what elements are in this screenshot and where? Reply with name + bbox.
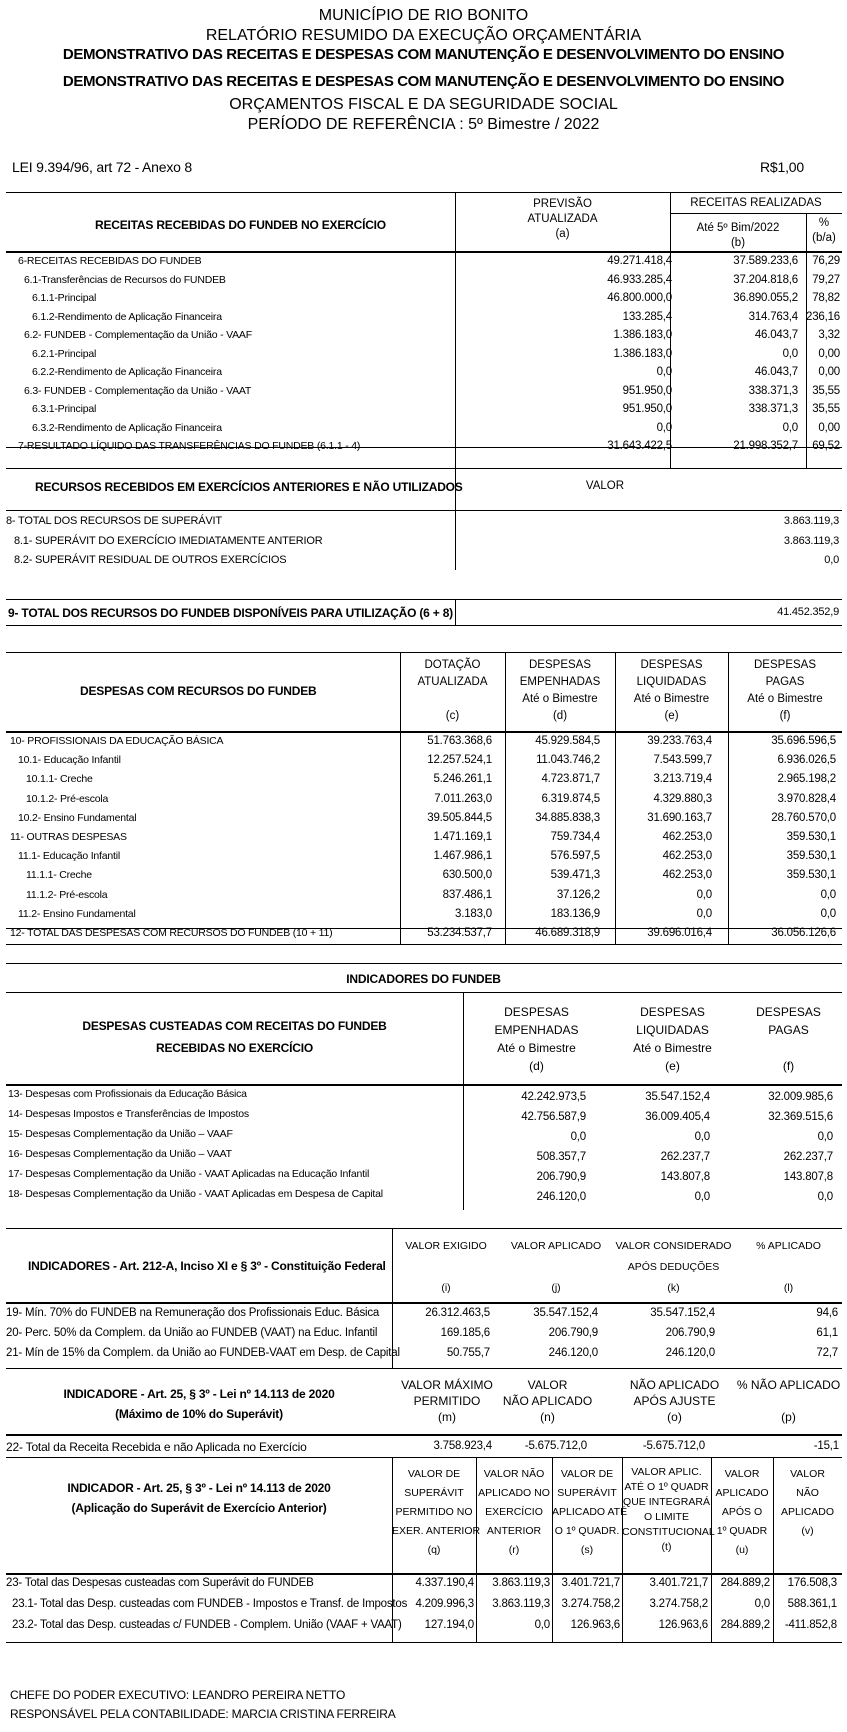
ind212-row-j: 35.547.152,4 — [533, 1307, 598, 1319]
indicadores-col-header-line — [735, 1039, 842, 1057]
despesas-col-header-line: (f) — [779, 710, 791, 722]
receitas-title: RECEITAS RECEBIDAS DO FUNDEB NO EXERCÍCIO — [95, 218, 386, 232]
row-22-n: -5.675.712,0 — [524, 1440, 587, 1452]
ind25b-col-header-line: ATÉ O 1º QUADR — [624, 1481, 709, 1493]
receitas-row-prevista: 951.950,0 — [622, 403, 672, 415]
ind25b-col-header-line: SUPERÁVIT — [557, 1487, 617, 1499]
col-receitas-realizadas-header: RECEITAS REALIZADAS — [690, 197, 822, 209]
ind212-col-header-line: (j) — [551, 1282, 561, 1294]
ind212-col-header-line — [500, 1257, 612, 1278]
ind25b-row-u: 284.889,2 — [720, 1619, 770, 1631]
receitas-row-label: 6.2.1-Principal — [32, 347, 97, 360]
indicadores-row-e: 0,0 — [694, 1191, 710, 1203]
indicadores-row-label: 14- Despesas Impostos e Transferências de Impostos — [8, 1108, 249, 1120]
receitas-row-realizada: 37.204.818,6 — [733, 273, 798, 286]
indicadores-row-d: 42.756.587,9 — [521, 1111, 586, 1123]
col-previsao-header: PREVISÃO ATUALIZADA (a) — [527, 198, 598, 240]
despesas-col-header-line: (d) — [552, 710, 568, 722]
total9-label: 9- TOTAL DOS RECURSOS DO FUNDEB DISPONÍVEIS PARA UTILIZAÇÃO (6 + 8) — [8, 606, 453, 620]
receitas-row-prevista: 46.933.285,4 — [607, 273, 672, 286]
despesas-row-c: 12.257.524,1 — [427, 754, 492, 767]
ind25b-row-r: 3.863.119,3 — [492, 1598, 550, 1610]
receitas-row-label: 6.2- FUNDEB - Complementação da União - VAAF — [24, 329, 252, 341]
despesas-col-header-line: EMPENHADAS — [519, 676, 601, 688]
receitas-row-label: 6.1.2-Rendimento de Aplicação Financeira — [32, 310, 222, 323]
ind25b-col-header — [773, 1465, 842, 1541]
ind25b-col-header-line: QUE INTEGRARÁ — [623, 1496, 710, 1508]
ind25b-col-header-line: VALOR — [724, 1468, 760, 1480]
despesas-row-c: 1.467.986,1 — [433, 850, 492, 863]
ind212-col-header-line: APÓS DEDUÇÕES — [627, 1261, 720, 1273]
indicadores-row-e: 35.547.152,4 — [645, 1091, 710, 1103]
indicadores-row-e: 0,0 — [694, 1131, 710, 1143]
despesas-title: DESPESAS COM RECURSOS DO FUNDEB — [80, 684, 317, 698]
indicadores-row-f: 143.807,8 — [783, 1171, 833, 1183]
despesas-row-c: 3.183,0 — [455, 907, 492, 920]
ind25b-col-header — [552, 1465, 628, 1560]
despesas-row-label: 10.1- Educação Infantil — [18, 754, 121, 767]
despesas-row-c: 630.500,0 — [442, 869, 492, 882]
indicadores-col-header-line: DESPESAS — [504, 1005, 569, 1019]
indicadores-col-header-line: LIQUIDADAS — [636, 1023, 709, 1037]
row-8-1-value: 3.863.119,3 — [783, 535, 839, 547]
currency-unit: R$1,00 — [760, 159, 804, 175]
receitas-row-realizada: 0,0 — [782, 347, 798, 360]
ind25b-col-header-line: APLICADO — [715, 1487, 769, 1499]
indicadores-row-f: 262.237,7 — [783, 1151, 833, 1163]
anteriores-title: RECURSOS RECEBIDOS EM EXERCÍCIOS ANTERIORES E NÃO UTILIZADOS — [35, 480, 463, 494]
despesas-row-f: 2.965.198,2 — [777, 773, 836, 786]
ind212-col-header — [735, 1236, 842, 1299]
indicadores-col-header-line: PAGAS — [768, 1023, 809, 1037]
despesas-row-e: 4.329.880,3 — [653, 792, 712, 805]
indicadores-col-header-line: Até o Bimestre — [497, 1041, 576, 1055]
receitas-row-pct: 35,55 — [812, 384, 840, 397]
receitas-row-realizada: 0,0 — [782, 421, 798, 434]
receitas-row-realizada: 46.043,7 — [754, 329, 798, 341]
despesas-row-e: 3.213.719,4 — [653, 773, 712, 786]
indicadores-row-f: 32.009.985,6 — [768, 1091, 833, 1103]
ind212-row-label: 19- Mín. 70% do FUNDEB na Remuneração dos Profissionais Educ. Básica — [6, 1307, 380, 1319]
ind25b-row-u: 0,0 — [754, 1598, 770, 1610]
receitas-row-realizada: 46.043,7 — [754, 366, 798, 378]
receitas-row-label: 6.1-Transferências de Recursos do FUNDEB — [24, 273, 226, 286]
ind25b-col-header-line: O LIMITE — [644, 1511, 689, 1523]
report-title: RELATÓRIO RESUMIDO DA EXECUÇÃO ORÇAMENTÁRIA — [205, 27, 642, 44]
receitas-row-label: 6.3.2-Rendimento de Aplicação Financeira — [32, 421, 222, 434]
ind25b-row-s: 3.274.758,2 — [561, 1598, 620, 1610]
despesas-row-f: 0,0 — [820, 907, 836, 920]
ind25b-row-q: 4.209.996,3 — [415, 1598, 474, 1610]
indicadores-col-header-line: (f) — [782, 1059, 795, 1073]
despesas-col-header-line: DESPESAS — [529, 659, 591, 671]
periodo-referencia: PERÍODO DE REFERÊNCIA : 5º Bimestre / 2022 — [247, 116, 600, 133]
despesas-row-d: 539.471,3 — [550, 869, 600, 882]
indicadores-col-header-line: (d) — [529, 1059, 544, 1073]
receitas-row-pct: 69,52 — [812, 440, 840, 452]
ind25b-col-header-line: (u) — [735, 1544, 749, 1556]
indicadores-col-header — [735, 1003, 842, 1075]
ind212-row-i: 169.185,6 — [440, 1327, 490, 1339]
ind212-col-header-line: (i) — [441, 1282, 451, 1294]
ind25b-row-t: 3.274.758,2 — [649, 1598, 708, 1610]
municipality-title: MUNICÍPIO DE RIO BONITO — [318, 7, 529, 24]
despesas-row-c: 39.505.844,5 — [427, 811, 492, 824]
ind25b-col-header-line: VALOR APLIC. — [631, 1466, 702, 1478]
ind25a-col-header-line: VALOR — [527, 1378, 568, 1392]
despesas-col-header-line: ATUALIZADA — [417, 676, 488, 688]
ind25b-row-v: -411.852,8 — [784, 1619, 837, 1631]
despesas-row-f: 35.696.596,5 — [771, 735, 836, 747]
ind25b-col-header-line: (r) — [508, 1544, 520, 1556]
ind25a-col-header-line: (o) — [667, 1410, 682, 1424]
ind25b-col-header-line: ANTERIOR — [486, 1525, 542, 1537]
ind25b-col-header-line: (v) — [801, 1525, 814, 1537]
despesas-row-label: 10- PROFISSIONAIS DA EDUCAÇÃO BÁSICA — [10, 735, 224, 747]
ind25b-row-s: 3.401.721,7 — [561, 1577, 620, 1589]
indicadores-row-d: 0,0 — [570, 1131, 586, 1143]
receitas-row-prevista: 46.800.000,0 — [607, 292, 672, 304]
indicadores-row-d: 508.357,7 — [536, 1151, 586, 1163]
despesas-row-f: 359.530,1 — [786, 850, 836, 863]
ind25a-col-header-line: NÃO APLICADO — [629, 1378, 720, 1392]
receitas-row-pct: 35,55 — [812, 403, 840, 415]
ind25b-col-header-line: EXERCÍCIO — [485, 1506, 543, 1518]
receitas-row-label: 7-RESULTADO LÍQUIDO DAS TRANSFERÊNCIAS DO FUNDEB (6.1.1 - 4) — [18, 440, 361, 452]
ind25a-col-header-line — [735, 1393, 842, 1409]
despesas-row-d: 37.126,2 — [556, 888, 600, 901]
ind25a-col-header — [392, 1377, 502, 1425]
indicadores-col-header-line: EMPENHADAS — [494, 1023, 579, 1037]
despesas-col-header-line: (e) — [664, 710, 679, 722]
ind212-row-k: 206.790,9 — [665, 1327, 715, 1339]
despesas-row-e: 39.696.016,4 — [647, 927, 712, 939]
responsavel-contabilidade: RESPONSÁVEL PELA CONTABILIDADE: MARCIA CRISTINA FERREIRA — [10, 1707, 396, 1721]
ind25a-col-header-line: (p) — [781, 1410, 796, 1424]
despesas-row-d: 45.929.584,5 — [535, 735, 600, 747]
demonstrativo-title-2: DEMONSTRATIVO DAS RECEITAS E DESPESAS COM MANUTENÇÃO E DESENVOLVIMENTO DO ENSINO — [62, 73, 785, 90]
indicadores-row-label: 16- Despesas Complementação da União – VAAT — [8, 1148, 232, 1160]
total9-value: 41.452.352,9 — [777, 606, 839, 618]
ind25b-col-header-line: 1º QUADR — [716, 1525, 768, 1537]
row-22-label: 22- Total da Receita Recebida e não Aplicada no Exercício — [6, 1440, 307, 1454]
receitas-row-realizada: 314.763,4 — [748, 310, 798, 323]
receitas-row-pct: 236,16 — [806, 310, 840, 323]
ind25a-col-header-line: APÓS AJUSTE — [633, 1394, 716, 1408]
ind25b-row-r: 0,0 — [534, 1619, 550, 1631]
despesas-row-c: 837.486,1 — [442, 888, 492, 901]
ind25a-col-header-line: % NÃO APLICADO — [736, 1378, 841, 1392]
indicadores-col-header-line: DESPESAS — [756, 1005, 821, 1019]
ind25a-col-header-line: (m) — [438, 1410, 456, 1424]
receitas-row-prevista: 0,0 — [656, 421, 672, 434]
ind25b-col-header-line: APLICADO — [780, 1506, 835, 1518]
despesas-row-c: 7.011.263,0 — [434, 792, 492, 805]
despesas-row-label: 11.1- Educação Infantil — [18, 850, 121, 863]
indicadores-row-d: 206.790,9 — [536, 1171, 586, 1183]
ind212-col-header — [500, 1236, 612, 1299]
despesas-row-e: 7.543.599,7 — [653, 754, 712, 767]
despesas-row-label: 10.1.1- Creche — [26, 773, 93, 786]
receitas-row-realizada: 37.589.233,6 — [733, 255, 798, 267]
ind25b-row-s: 126.963,6 — [570, 1619, 620, 1631]
col-valor-header: VALOR — [585, 480, 625, 492]
ind212-col-header-line: VALOR EXIGIDO — [405, 1240, 487, 1252]
despesas-col-header-line: (c) — [445, 710, 460, 722]
row-22-m: 3.758.923,4 — [433, 1440, 492, 1452]
ind212-row-label: 21- Mín de 15% da Complem. da União ao FUNDEB-VAAT em Desp. de Capital — [6, 1347, 400, 1359]
ind212-row-label: 20- Perc. 50% da Complem. da União ao FUNDEB (VAAT) na Educ. Infantil — [6, 1327, 378, 1339]
orcamentos-title: ORÇAMENTOS FISCAL E DA SEGURIDADE SOCIAL — [229, 96, 618, 113]
despesas-row-label: 11.1.1- Creche — [26, 869, 92, 882]
despesas-row-c: 1.471.169,1 — [433, 831, 492, 843]
despesas-row-f: 36.056.126,6 — [771, 927, 836, 939]
despesas-row-c: 5.246.261,1 — [433, 773, 492, 786]
receitas-row-prevista: 951.950,0 — [622, 384, 672, 397]
ind212-col-header — [612, 1236, 735, 1299]
despesas-col-header — [615, 657, 728, 725]
ind212-col-header-line — [735, 1257, 842, 1278]
ind25b-col-header-line: PERMITIDO NO — [395, 1506, 473, 1518]
ind25b-col-header-line: VALOR NÃO — [483, 1468, 545, 1480]
ind212-title: INDICADORES - Art. 212-A, Inciso XI e § 3º - Constituição Federal — [28, 1259, 386, 1273]
col-pct-header: % (b/a) — [812, 217, 836, 244]
ind212-row-i: 50.755,7 — [446, 1347, 490, 1359]
indicadores-title: DESPESAS CUSTEADAS COM RECEITAS DO FUNDEB RECEBIDAS NO EXERCÍCIO — [82, 1019, 387, 1055]
despesas-row-label: 10.2- Ensino Fundamental — [18, 811, 137, 824]
despesas-col-header-line: DESPESAS — [640, 659, 703, 671]
receitas-row-realizada: 338.371,3 — [748, 384, 798, 397]
receitas-row-pct: 79,27 — [812, 273, 840, 286]
ind25b-col-header-line: APÓS O — [721, 1506, 763, 1518]
ind25a-col-header-line: NÃO APLICADO — [502, 1394, 593, 1408]
col-ate-bimestre-header: Até 5º Bim/2022 (b) — [696, 222, 780, 249]
ind25b-row-v: 588.361,1 — [787, 1598, 837, 1610]
ind25b-row-label: 23- Total das Despesas custeadas com Superávit do FUNDEB — [6, 1577, 314, 1589]
ind25b-col-header — [622, 1465, 715, 1555]
despesas-row-f: 3.970.828,4 — [777, 792, 836, 805]
despesas-row-d: 11.043.746,2 — [536, 754, 600, 767]
ind25b-col-header-line: NÃO — [796, 1487, 819, 1499]
ind25b-col-header-line: (s) — [580, 1544, 594, 1556]
indicadores-row-label: 13- Despesas com Profissionais da Educação Básica — [8, 1088, 247, 1100]
ind25a-title: INDICADORE - Art. 25, § 3º - Lei nº 14.113 de 2020 (Máximo de 10% do Superávit) — [63, 1387, 335, 1421]
ind25a-col-header-line: (n) — [540, 1410, 555, 1424]
ind25b-col-header-line: SUPERÁVIT — [404, 1487, 464, 1499]
receitas-row-label: 6.2.2-Rendimento de Aplicação Financeira — [32, 366, 222, 378]
indicadores-row-label: 17- Despesas Complementação da União - VAAT Aplicadas na Educação Infantil — [8, 1168, 370, 1180]
indicadores-row-d: 246.120,0 — [536, 1191, 586, 1203]
row-8-2-value: 0,0 — [824, 554, 839, 566]
indicadores-row-e: 262.237,7 — [660, 1151, 710, 1163]
receitas-row-pct: 0,00 — [818, 421, 840, 434]
ind25b-col-header — [711, 1465, 773, 1560]
despesas-col-header — [728, 657, 842, 725]
ind25b-title: INDICADOR - Art. 25, § 3º - Lei nº 14.113 de 2020 (Aplicação do Superávit de Exercício Anterior) — [67, 1481, 331, 1515]
despesas-row-d: 34.885.838,3 — [535, 811, 600, 824]
despesas-row-e: 31.690.163,7 — [647, 811, 712, 824]
receitas-row-label: 6.3- FUNDEB - Complementação da União - VAAT — [24, 384, 252, 397]
row-8-2-label: 8.2- SUPERÁVIT RESIDUAL DE OUTROS EXERCÍCIOS — [14, 554, 287, 566]
despesas-row-e: 462.253,0 — [662, 831, 712, 843]
ind25b-col-header-line: APLICADO ATÉ — [552, 1506, 628, 1518]
despesas-row-f: 0,0 — [820, 888, 836, 901]
ind212-row-k: 246.120,0 — [665, 1347, 715, 1359]
ind25b-row-u: 284.889,2 — [720, 1577, 770, 1589]
ind25b-col-header-line: APLICADO NO — [478, 1487, 550, 1499]
despesas-row-e: 462.253,0 — [662, 850, 712, 863]
despesas-row-f: 359.530,1 — [786, 869, 836, 882]
ind25b-col-header-line: VALOR — [790, 1468, 825, 1480]
indicadores-row-e: 36.009.405,4 — [645, 1111, 710, 1123]
ind25b-row-t: 3.401.721,7 — [649, 1577, 708, 1589]
ind25b-row-label: 23.2- Total das Desp. custeadas c/ FUNDEB - Complem. União (VAAF + VAAT) — [12, 1619, 402, 1631]
despesas-row-d: 576.597,5 — [550, 850, 600, 863]
receitas-row-pct: 76,29 — [812, 255, 840, 267]
despesas-row-label: 11.1.2- Pré-escola — [26, 888, 108, 901]
receitas-row-prevista: 31.643.422,5 — [607, 440, 672, 452]
row-8-label: 8- TOTAL DOS RECURSOS DE SUPERÁVIT — [6, 515, 222, 527]
ind212-row-i: 26.312.463,5 — [425, 1307, 490, 1319]
ind25a-col-header-line: PERMITIDO — [413, 1394, 481, 1408]
row-22-o: -5.675.712,0 — [642, 1440, 705, 1452]
demonstrativo-title-1: DEMONSTRATIVO DAS RECEITAS E DESPESAS COM MANUTENÇÃO E DESENVOLVIMENTO DO ENSINO — [62, 46, 785, 63]
receitas-row-prevista: 49.271.418,4 — [607, 255, 672, 267]
receitas-row-pct: 3,32 — [818, 329, 840, 341]
despesas-row-e: 0,0 — [696, 907, 712, 920]
ind25b-row-q: 4.337.190,4 — [415, 1577, 474, 1589]
ind212-col-header-line: % APLICADO — [756, 1240, 821, 1252]
ind25b-row-v: 176.508,3 — [787, 1577, 837, 1589]
indicadores-row-label: 18- Despesas Complementação da União - VAAT Aplicadas em Despesa de Capital — [8, 1188, 383, 1200]
receitas-row-label: 6.1.1-Principal — [32, 292, 97, 304]
row-22-p: -15,1 — [813, 1440, 839, 1452]
ind212-col-header — [392, 1236, 500, 1299]
ind25b-col-header-line: VALOR DE — [407, 1468, 461, 1480]
ind212-row-k: 35.547.152,4 — [650, 1307, 715, 1319]
ind25b-col-header-line: O 1º QUADR. — [554, 1525, 620, 1537]
ind25b-col-header-line: EXER. ANTERIOR — [392, 1525, 481, 1537]
indicadores-col-header-line: Até o Bimestre — [633, 1041, 712, 1055]
indicadores-row-f: 0,0 — [817, 1191, 833, 1203]
receitas-row-realizada: 21.998.352,7 — [733, 440, 798, 452]
receitas-row-pct: 78,82 — [812, 292, 840, 304]
ind25b-row-q: 127.194,0 — [424, 1619, 474, 1631]
indicadores-row-label: 15- Despesas Complementação da União – VAAF — [8, 1128, 233, 1140]
row-8-1-label: 8.1- SUPERÁVIT DO EXERCÍCIO IMEDIATAMENTE ANTERIOR — [14, 535, 323, 547]
indicadores-row-d: 42.242.973,5 — [521, 1091, 586, 1103]
indicadores-col-header-line: (e) — [665, 1059, 680, 1073]
ind25b-col-header — [392, 1465, 481, 1560]
ind25b-row-t: 126.963,6 — [658, 1619, 708, 1631]
indicadores-col-header-line: DESPESAS — [640, 1005, 705, 1019]
receitas-row-realizada: 338.371,3 — [748, 403, 798, 415]
law-reference: LEI 9.394/96, art 72 - Anexo 8 — [12, 159, 193, 175]
despesas-col-header-line: Até o Bimestre — [522, 693, 598, 705]
despesas-row-c: 53.234.537,7 — [427, 927, 492, 939]
ind25b-col-header-line: CONSTITUCIONAL — [622, 1526, 715, 1538]
despesas-row-e: 0,0 — [696, 888, 712, 901]
indicadores-col-header — [463, 1003, 610, 1075]
despesas-row-e: 39.233.763,4 — [647, 735, 712, 747]
despesas-col-header — [505, 657, 615, 725]
ind25a-col-header — [490, 1377, 605, 1425]
indicadores-row-f: 32.369.515,6 — [768, 1111, 833, 1123]
despesas-row-e: 462.253,0 — [662, 869, 712, 882]
despesas-row-d: 183.136,9 — [550, 907, 600, 920]
ind212-row-l: 61,1 — [816, 1327, 838, 1339]
ind25a-col-header-line: VALOR MÁXIMO — [401, 1378, 493, 1392]
ind25b-col-header — [476, 1465, 552, 1560]
ind212-row-j: 246.120,0 — [548, 1347, 598, 1359]
receitas-row-label: 6-RECEITAS RECEBIDAS DO FUNDEB — [18, 255, 202, 267]
despesas-row-f: 6.936.026,5 — [777, 754, 836, 767]
indicadores-row-f: 0,0 — [817, 1131, 833, 1143]
receitas-row-prevista: 0,0 — [656, 366, 672, 378]
ind25b-row-label: 23.1- Total das Desp. custeadas com FUNDEB - Impostos e Transf. de Impostos — [12, 1598, 408, 1610]
ind212-row-l: 94,6 — [816, 1307, 838, 1319]
ind212-col-header-line: (l) — [783, 1282, 794, 1294]
despesas-row-c: 51.763.368,6 — [427, 735, 492, 747]
chefe-poder-executivo: CHEFE DO PODER EXECUTIVO: LEANDRO PEREIRA NETTO — [10, 1688, 346, 1702]
indicadores-col-header — [610, 1003, 735, 1075]
ind25b-col-header-line: (t) — [661, 1541, 672, 1553]
despesas-row-f: 359.530,1 — [786, 831, 836, 843]
despesas-col-header — [400, 657, 505, 725]
ind25b-row-r: 3.863.119,3 — [492, 1577, 550, 1589]
despesas-col-header-line: LIQUIDADAS — [636, 676, 707, 688]
receitas-row-pct: 0,00 — [818, 347, 840, 360]
receitas-row-prevista: 1.386.183,0 — [613, 347, 672, 360]
ind212-col-header-line: VALOR CONSIDERADO — [615, 1240, 732, 1252]
receitas-row-realizada: 36.890.055,2 — [733, 292, 798, 304]
indicadores-section-title: INDICADORES DO FUNDEB — [346, 972, 501, 986]
despesas-col-header-line: DOTAÇÃO — [424, 659, 481, 671]
ind212-row-l: 72,7 — [816, 1347, 838, 1359]
despesas-col-header-line: Até o Bimestre — [633, 693, 710, 705]
ind25b-col-header-line: (q) — [427, 1544, 441, 1556]
receitas-row-prevista: 1.386.183,0 — [613, 329, 672, 341]
despesas-row-label: 11- OUTRAS DESPESAS — [10, 831, 127, 843]
despesas-row-label: 10.1.2- Pré-escola — [26, 792, 109, 805]
despesas-col-header-line: DESPESAS — [754, 659, 816, 671]
despesas-row-d: 4.723.871,7 — [541, 773, 600, 786]
despesas-row-label: 12- TOTAL DAS DESPESAS COM RECURSOS DO FUNDEB (10 + 11) — [10, 927, 333, 939]
ind212-col-header-line — [392, 1257, 500, 1278]
ind212-row-j: 206.790,9 — [548, 1327, 598, 1339]
despesas-col-header-line: PAGAS — [765, 676, 805, 688]
despesas-row-d: 6.319.874,5 — [541, 792, 600, 805]
despesas-row-f: 28.760.570,0 — [771, 811, 836, 824]
ind25a-col-header — [612, 1377, 737, 1425]
ind25a-col-header — [735, 1377, 842, 1425]
indicadores-row-e: 143.807,8 — [660, 1171, 710, 1183]
receitas-row-label: 6.3.1-Principal — [32, 403, 97, 415]
despesas-row-d: 46.689.318,9 — [535, 927, 600, 939]
ind212-col-header-line: VALOR APLICADO — [510, 1240, 602, 1252]
receitas-row-prevista: 133.285,4 — [622, 310, 672, 323]
ind25b-col-header-line: VALOR DE — [560, 1468, 614, 1480]
despesas-col-header-line — [400, 691, 505, 708]
ind212-col-header-line: (k) — [667, 1282, 680, 1294]
despesas-row-d: 759.734,4 — [550, 831, 600, 843]
despesas-row-label: 11.2- Ensino Fundamental — [18, 907, 136, 920]
despesas-col-header-line: Até o Bimestre — [747, 693, 823, 705]
receitas-row-pct: 0,00 — [818, 366, 840, 378]
row-8-value: 3.863.119,3 — [783, 515, 839, 527]
